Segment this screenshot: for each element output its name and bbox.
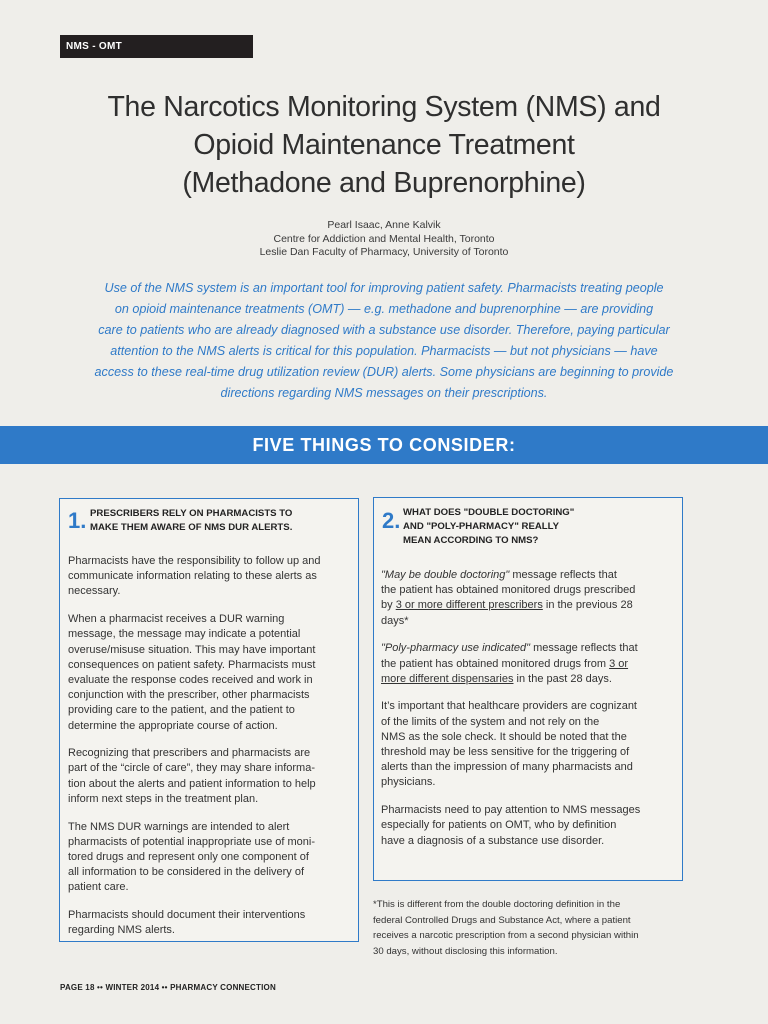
author-affiliation: Leslie Dan Faculty of Pharmacy, University of Toronto: [259, 246, 509, 258]
consideration-box-1: [59, 498, 359, 942]
box-heading: [90, 507, 292, 535]
text-fragment: the patient has obtained monitored drugs from: [381, 657, 610, 670]
footnote-line: *This is different from the double doctoring definition in the: [373, 899, 621, 910]
item-number: 2.: [382, 508, 401, 533]
title-line: The Narcotics Monitoring System (NMS) and: [107, 91, 661, 123]
text-line: Recognizing that prescribers and pharmacists are: [68, 747, 311, 760]
footnote-line: federal Controlled Drugs and Substance Act, where a patient: [373, 914, 631, 926]
page-footer: PAGE 18 •• WINTER 2014 •• PHARMACY CONNECTION: [60, 983, 276, 992]
title-line: Opioid Maintenance Treatment: [193, 129, 575, 161]
intro-line: on opioid maintenance treatments (OMT) — e.g. methadone and buprenorphine — are providing: [114, 302, 654, 316]
text-line: the patient has obtained monitored drugs prescribed: [381, 584, 636, 597]
text-line: It’s important that healthcare providers are cognizant: [381, 700, 637, 713]
paragraph: [68, 908, 321, 938]
text-line: overuse/misuse situation. This may have important: [68, 643, 316, 656]
intro-line: attention to the NMS alerts is critical for this population. Pharmacists — but not physicians — have: [110, 344, 658, 358]
text-fragment: message reflects that: [509, 569, 617, 581]
quoted-message: "May be double doctoring": [381, 569, 510, 581]
text-line: [381, 672, 640, 687]
author-block: [40, 219, 728, 260]
paragraph: [381, 803, 640, 849]
text-line: Pharmacists have the responsibility to follow up and: [68, 555, 321, 567]
paragraph: [68, 820, 321, 896]
text-line: communicate information relating to these alerts as: [68, 570, 317, 583]
paragraph: [68, 612, 321, 734]
text-line: threshold may be less sensitive for the triggering of: [381, 746, 630, 759]
text-line: all information to be considered in the delivery of: [68, 866, 305, 879]
text-line: When a pharmacist receives a DUR warning: [68, 613, 285, 626]
box-body: [68, 554, 321, 951]
text-line: [381, 568, 640, 583]
text-line: evaluate the response codes received and work in: [68, 673, 313, 686]
text-line: part of the “circle of care”, they may share informa-: [68, 762, 315, 775]
text-line: determine the appropriate course of action.: [68, 719, 278, 732]
text-line: especially for patients on OMT, who by definition: [381, 819, 617, 832]
item-number: 1.: [68, 508, 87, 533]
consideration-box-2: [373, 497, 683, 881]
heading-line: MAKE THEM AWARE OF NMS DUR ALERTS.: [90, 522, 293, 533]
box-heading: [403, 506, 574, 548]
author-affiliation: Centre for Addiction and Mental Health, Toronto: [273, 232, 495, 245]
text-line: tion about the alerts and patient information to help: [68, 777, 316, 790]
quoted-message: "Poly-pharmacy use indicated": [381, 642, 531, 655]
text-fragment: message reflects that: [530, 642, 638, 655]
text-line: Pharmacists should document their interventions: [68, 909, 306, 922]
heading-line: WHAT DOES "DOUBLE DOCTORING": [403, 507, 575, 518]
heading-line: PRESCRIBERS RELY ON PHARMACISTS TO: [90, 508, 293, 519]
intro-line: directions regarding NMS messages on their prescriptions.: [220, 386, 548, 400]
paragraph: [68, 554, 321, 600]
text-line: days*: [381, 614, 409, 627]
text-line: The NMS DUR warnings are intended to alert: [68, 820, 290, 833]
text-line: [381, 641, 640, 656]
text-fragment: in the past 28 days.: [513, 672, 612, 685]
footnote: [373, 897, 693, 959]
underlined-text: more different dispensaries: [381, 672, 514, 685]
text-line: [381, 598, 640, 613]
intro-line: Use of the NMS system is an important tool for improving patient safety. Pharmacists treating people: [104, 281, 664, 295]
paragraph: [381, 699, 640, 790]
text-line: patient care.: [68, 881, 129, 894]
underlined-text: 3 or more different prescribers: [395, 599, 543, 612]
underlined-text: 3 or: [609, 657, 629, 670]
text-line: message, the message may indicate a potential: [68, 628, 301, 641]
text-line: consequences on patient safety. Pharmacists must: [68, 658, 316, 671]
page-title: [40, 88, 728, 202]
text-line: conjunction with the prescriber, other pharmacists: [68, 689, 310, 702]
text-fragment: in the previous 28: [542, 599, 633, 612]
intro-line: care to patients who are already diagnosed with a substance use disorder. Therefore, paying particular: [98, 323, 670, 337]
paragraph: [68, 746, 321, 807]
text-line: necessary.: [68, 585, 121, 598]
intro-paragraph: [62, 278, 706, 404]
footnote-line: receives a narcotic prescription from a second physician within: [373, 930, 639, 941]
paragraph: [381, 568, 640, 629]
section-banner: FIVE THINGS TO CONSIDER:: [0, 426, 768, 464]
text-line: have a diagnosis of a substance use disorder.: [381, 834, 605, 847]
text-fragment: by: [381, 599, 396, 612]
paragraph: [381, 641, 640, 687]
text-line: [381, 657, 640, 672]
author-names: Pearl Isaac, Anne Kalvik: [327, 219, 441, 231]
heading-line: AND "POLY-PHARMACY" REALLY: [403, 521, 560, 532]
text-line: Pharmacists need to pay attention to NMS messages: [381, 804, 641, 817]
section-tag: NMS - OMT: [60, 35, 253, 58]
footnote-line: 30 days, without disclosing this information.: [373, 945, 558, 957]
text-line: tored drugs and represent only one component of: [68, 850, 309, 863]
text-line: alerts than the impression of many pharmacists and: [381, 761, 633, 774]
intro-line: access to these real-time drug utilization review (DUR) alerts. Some physicians are beginning to provide: [94, 365, 674, 379]
text-line: NMS as the sole check. It should be noted that the: [381, 730, 627, 743]
text-line: of the limits of the system and not rely on the: [381, 715, 600, 728]
heading-line: MEAN ACCORDING TO NMS?: [403, 535, 539, 546]
text-line: regarding NMS alerts.: [68, 924, 175, 937]
box-body: [381, 568, 640, 861]
text-line: physicians.: [381, 776, 436, 789]
title-line: (Methadone and Buprenorphine): [182, 167, 586, 199]
text-line: pharmacists of potential inappropriate use of moni-: [68, 835, 316, 848]
text-line: inform next steps in the treatment plan.: [68, 792, 259, 805]
text-line: providing care to the patient, and the patient to: [68, 704, 295, 717]
